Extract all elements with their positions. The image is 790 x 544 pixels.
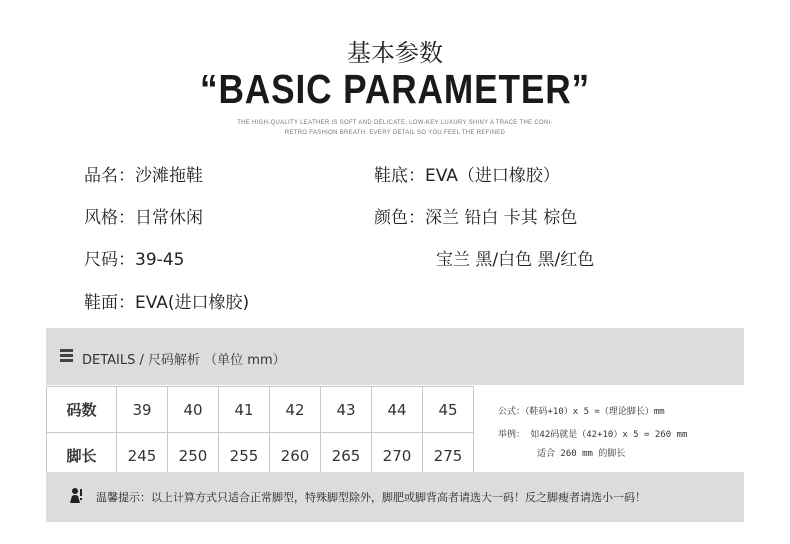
tip-text: 温馨提示：以上计算方式只适合正常脚型，特殊脚型除外，脚肥或脚背高者请选大一码！反之脚瘦者请选小一码！ [96,491,646,504]
person-icon [70,487,84,503]
table-cell: 275 [423,433,474,479]
details-header-bar [46,328,744,385]
tagline-line-2: RETRO FASHION BREATH. EVERY DETAIL SO YOU FEEL THE REFINED [284,130,506,136]
tip-bar [46,472,744,522]
param-style: 风格：日常休闲 [84,208,203,228]
param-colors: 颜色：深兰 铅白 卡其 棕色 [374,208,578,228]
details-label: DETAILS / 尺码解析 （单位 mm） [82,353,286,368]
menu-lines-icon [60,349,73,363]
row-header-size: 码数 [47,387,117,433]
formula-fit-note: 适合 260 mm 的脚长 [537,449,626,459]
table-cell: 41 [219,387,270,433]
table-cell: 43 [321,387,372,433]
page-title-cn: 基本参数 [347,39,443,67]
table-cell: 245 [117,433,168,479]
table-cell: 260 [270,433,321,479]
table-cell: 255 [219,433,270,479]
table-cell: 270 [372,433,423,479]
page-title-en: “BASIC PARAMETER” [199,66,591,112]
param-product-name: 品名：沙滩拖鞋 [84,166,203,186]
table-cell: 45 [423,387,474,433]
size-table [46,386,474,479]
table-cell: 265 [321,433,372,479]
param-sole: 鞋底：EVA（进口橡胶） [374,166,560,186]
table-cell: 42 [270,387,321,433]
param-upper: 鞋面：EVA(进口橡胶) [84,293,250,313]
param-colors-more: 宝兰 黑/白色 黑/红色 [436,250,595,270]
param-size: 尺码：39-45 [84,250,185,270]
tagline-line-1: THE HIGH-QUALITY LEATHER IS SOFT AND DELICATE, LOW-KEY LUXURY SHINY A TRACE THE CONI- [237,120,553,126]
table-cell: 39 [117,387,168,433]
table-cell: 44 [372,387,423,433]
formula-line: 公式：（鞋码+10）x 5 =（理论脚长）mm [498,407,665,417]
table-row [47,387,474,433]
table-cell: 250 [168,433,219,479]
row-header-foot-length: 脚长 [47,433,117,479]
table-cell: 40 [168,387,219,433]
formula-example: 举例： 如42码就是（42+10）x 5 = 260 mm [498,430,688,440]
